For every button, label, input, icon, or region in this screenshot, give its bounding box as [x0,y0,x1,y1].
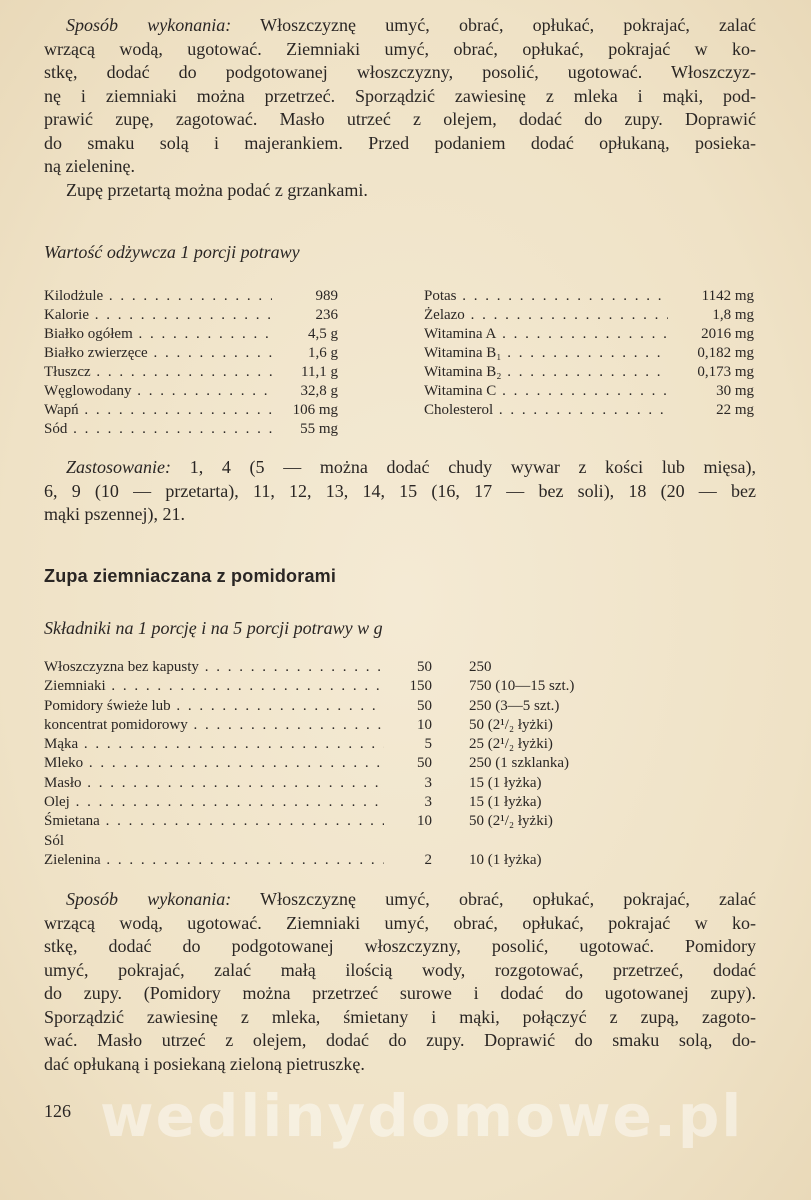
method2-line: wrzącą wodą, ugotować. Ziemniaki umyć, obrać, opłukać, pokrajać w ko- [44,912,756,933]
method2-line: Sposób wykonania: Włoszczyznę umyć, obrać, opłukać, pokrajać, zalać [66,889,756,909]
method2-line: stkę, dodać do podgotowanej włoszczyzny, posolić, ugotować. Pomidory [44,936,756,956]
ingredients-heading: Składniki na 1 porcję i na 5 porcji potrawy w g [44,618,383,638]
method-paragraph-1 [44,14,756,202]
method1-line: nę i ziemniaki można przetrzeć. Sporządzić zawiesinę z mleka i mąki, pod- [44,85,756,106]
nutrition-row: Kalorie . . . 236 [44,306,338,325]
nutrition-right-column [424,287,754,420]
recipe-title: Zupa ziemniaczana z pomidorami [44,566,337,586]
method1-line: Sposób wykonania: Włoszczyznę umyć, obrać, opłukać, pokrajać, zalać [66,15,756,35]
nutrition-row: Potas . . . 1142 mg [424,287,754,306]
method1-line: wrzącą wodą, ugotować. Ziemniaki umyć, obrać, opłukać, pokrajać w ko- [44,38,756,59]
ingredient-row: Olej . . . 3 15 (1 łyżka) [44,793,664,812]
nutrition-row: Białko zwierzęce . . . 1,6 g [44,344,338,363]
ingredient-row: Pomidory świeże lub . . . 50 250 (3—5 szt.) [44,697,664,716]
nutrition-row: Węglowodany . . . 32,8 g [44,382,338,401]
nutrition-heading: Wartość odżywcza 1 porcji potrawy [44,242,300,262]
method1-line: ną zieleninę. [44,156,135,176]
nutrition-row: Żelazo . . . 1,8 mg [424,306,754,325]
method-paragraph-2 [44,888,756,1076]
nutrition-row: Witamina A . . . 2016 mg [424,325,754,344]
application-label: Zastosowanie: [66,457,172,477]
nutrition-row: Wapń . . . 106 mg [44,401,338,420]
ingredient-row: Włoszczyzna bez kapusty . . . 50 250 [44,658,664,677]
application-line: 6, 9 (10 — przetarta), 11, 12, 13, 14, 15 (16, 17 — bez soli), 18 (20 — bez [44,480,756,501]
ingredient-row: Zielenina . . . 2 10 (1 łyżka) [44,851,664,870]
nutrition-left-column [44,287,338,439]
method2-line: dać opłukaną i posiekaną zieloną pietruszkę. [44,1053,365,1074]
ingredient-row: Masło . . . 3 15 (1 łyżka) [44,774,664,793]
page-number: 126 [44,1101,71,1121]
nutrition-row: Witamina B₂ . . . 0,173 mg [424,363,754,382]
nutrition-row: Witamina B₁ . . . 0,182 mg [424,344,754,363]
method2-line: Sporządzić zawiesinę z mleka, śmietany i mąki, połączyć z zupą, zagoto- [44,1006,756,1027]
method2-line: umyć, pokrajać, zalać małą ilością wody, rozgotować, przetrzeć, dodać [44,959,756,980]
method1-line: prawić zupę, zagotować. Masło utrzeć z olejem, dodać do zupy. Doprawić [44,109,756,129]
application-paragraph [44,456,756,527]
method1-note: Zupę przetartą można podać z grzankami. [66,179,368,200]
watermark: wedlinydomowe.pl [100,1082,744,1150]
ingredient-row: koncentrat pomidorowy . . . 10 50 (2¹/₂ łyżki) [44,716,664,735]
ingredient-row: Ziemniaki . . . 150 750 (10—15 szt.) [44,677,664,696]
method1-line: do smaku solą i majerankiem. Przed podaniem dodać opłukaną, posieka- [44,132,756,153]
ingredient-row: Sól [44,832,65,849]
method2-line: do zupy. (Pomidory można przetrzeć surowe i dodać do ugotowanej zupy). [44,983,756,1003]
application-line: Zastosowanie: 1, 4 (5 — można dodać chudy wywar z kości lub mięsa), [66,457,756,477]
nutrition-row: Tłuszcz . . . 11,1 g [44,363,338,382]
application-line: mąki pszennej), 21. [44,504,185,524]
nutrition-row: Cholesterol . . . 22 mg [424,401,754,420]
nutrition-row: Witamina C . . . 30 mg [424,382,754,401]
nutrition-row: Białko ogółem . . . 4,5 g [44,325,338,344]
ingredient-row: Mąka . . . 5 25 (2¹/₂ łyżki) [44,735,664,754]
nutrition-row: Sód . . . 55 mg [44,420,338,439]
method2-label: Sposób wykonania: [66,889,232,909]
method1-line: stkę, dodać do podgotowanej włoszczyzny, posolić, ugotować. Włoszczyz- [44,62,756,82]
method1-label: Sposób wykonania: [66,15,232,35]
method2-line: wać. Masło utrzeć z olejem, dodać do zupy. Doprawić do smaku solą, do- [44,1030,756,1050]
ingredient-row: Mleko . . . 50 250 (1 szklanka) [44,754,664,773]
ingredients-table [44,658,664,870]
nutrition-row: Kilodżule . . . 989 [44,287,338,306]
ingredient-row: Śmietana . . . 10 50 (2¹/₂ łyżki) [44,812,664,831]
